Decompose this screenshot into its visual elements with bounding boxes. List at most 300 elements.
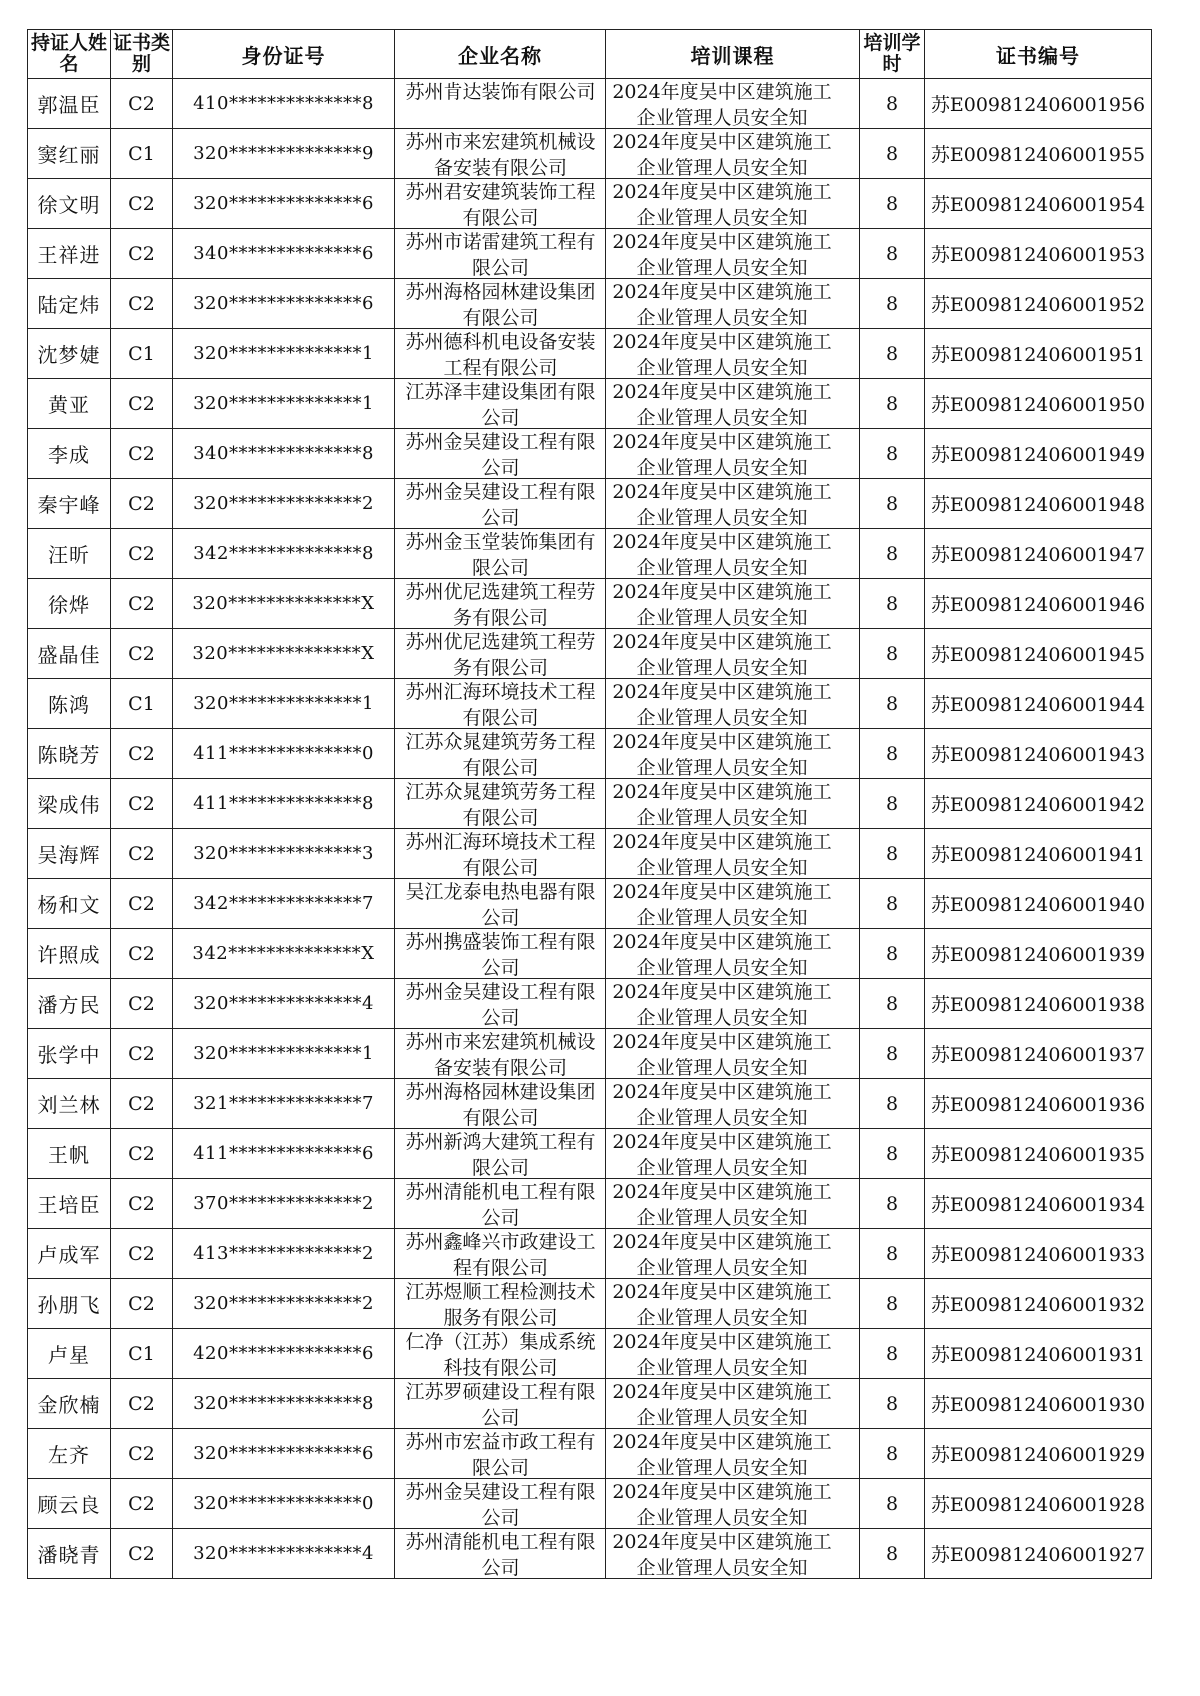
table-row [28,929,1152,979]
cert-category: C1 [111,129,173,179]
cert-number: 苏E009812406001940 [925,879,1152,929]
id-number: 320**************4 [173,1529,395,1579]
id-number: 320**************8 [173,1379,395,1429]
company-cell [395,1129,606,1179]
cert-number: 苏E009812406001936 [925,1079,1152,1129]
course-cell [606,1429,860,1479]
cert-number: 苏E009812406001930 [925,1379,1152,1429]
cert-category: C1 [111,329,173,379]
header-training-hours: 培训学时 [860,30,925,79]
cert-category: C2 [111,1079,173,1129]
training-course: 2024年度吴中区建筑施工企业管理人员安全知 [612,881,832,928]
course-cell [606,1279,860,1329]
cert-category: C2 [111,579,173,629]
cert-number: 苏E009812406001946 [925,579,1152,629]
holder-name: 徐烨 [28,579,111,629]
table-row [28,1429,1152,1479]
cert-number: 苏E009812406001947 [925,529,1152,579]
training-course: 2024年度吴中区建筑施工企业管理人员安全知 [612,1181,832,1228]
table-row [28,1529,1152,1579]
training-course: 2024年度吴中区建筑施工企业管理人员安全知 [612,281,832,328]
course-cell [606,979,860,1029]
training-hours: 8 [860,1229,925,1279]
company-name: 苏州汇海环境技术工程有限公司 [405,681,596,728]
training-course: 2024年度吴中区建筑施工企业管理人员安全知 [612,931,832,978]
training-hours: 8 [860,179,925,229]
training-hours: 8 [860,279,925,329]
company-cell [395,329,606,379]
id-number: 320**************9 [173,129,395,179]
training-course: 2024年度吴中区建筑施工企业管理人员安全知 [612,381,832,428]
training-hours: 8 [860,1279,925,1329]
course-cell [606,379,860,429]
company-name: 仁净（江苏）集成系统科技有限公司 [405,1331,596,1378]
cert-number: 苏E009812406001937 [925,1029,1152,1079]
course-cell [606,1129,860,1179]
table-row [28,479,1152,529]
training-course: 2024年度吴中区建筑施工企业管理人员安全知 [612,631,832,678]
course-cell [606,1079,860,1129]
training-course: 2024年度吴中区建筑施工企业管理人员安全知 [612,131,832,178]
course-cell [606,1379,860,1429]
course-cell [606,129,860,179]
holder-name: 陈晓芳 [28,729,111,779]
company-cell [395,129,606,179]
company-cell [395,479,606,529]
training-course: 2024年度吴中区建筑施工企业管理人员安全知 [612,81,832,128]
company-cell [395,929,606,979]
training-course: 2024年度吴中区建筑施工企业管理人员安全知 [612,1381,832,1428]
company-cell [395,229,606,279]
training-hours: 8 [860,429,925,479]
company-cell [395,679,606,729]
training-course: 2024年度吴中区建筑施工企业管理人员安全知 [612,1331,832,1378]
company-name: 苏州金吴建设工程有限公司 [405,981,596,1028]
holder-name: 陆定炜 [28,279,111,329]
cert-number: 苏E009812406001928 [925,1479,1152,1529]
company-cell [395,1329,606,1379]
training-hours: 8 [860,979,925,1029]
training-hours: 8 [860,1429,925,1479]
training-course: 2024年度吴中区建筑施工企业管理人员安全知 [612,981,832,1028]
cert-number: 苏E009812406001927 [925,1529,1152,1579]
holder-name: 黄亚 [28,379,111,429]
holder-name: 金欣楠 [28,1379,111,1429]
holder-name: 盛晶佳 [28,629,111,679]
id-number: 340**************8 [173,429,395,479]
training-hours: 8 [860,329,925,379]
training-hours: 8 [860,629,925,679]
id-number: 320**************1 [173,329,395,379]
training-hours: 8 [860,1329,925,1379]
training-course: 2024年度吴中区建筑施工企业管理人员安全知 [612,1531,832,1578]
cert-category: C2 [111,879,173,929]
training-course: 2024年度吴中区建筑施工企业管理人员安全知 [612,531,832,578]
training-course: 2024年度吴中区建筑施工企业管理人员安全知 [612,231,832,278]
training-hours: 8 [860,1029,925,1079]
header-cert-number: 证书编号 [925,30,1152,79]
cert-number: 苏E009812406001938 [925,979,1152,1029]
id-number: 320**************1 [173,679,395,729]
certificate-table [27,29,1152,1579]
holder-name: 李成 [28,429,111,479]
cert-number: 苏E009812406001952 [925,279,1152,329]
cert-category: C2 [111,829,173,879]
company-name: 苏州清能机电工程有限公司 [405,1181,596,1228]
table-row [28,129,1152,179]
id-number: 410**************8 [173,79,395,129]
company-cell [395,1279,606,1329]
table-row [28,1129,1152,1179]
holder-name: 许照成 [28,929,111,979]
course-cell [606,329,860,379]
table-row [28,879,1152,929]
holder-name: 杨和文 [28,879,111,929]
company-cell [395,279,606,329]
course-cell [606,879,860,929]
id-number: 320**************6 [173,1429,395,1479]
cert-number: 苏E009812406001944 [925,679,1152,729]
table-row [28,1279,1152,1329]
id-number: 340**************6 [173,229,395,279]
training-course: 2024年度吴中区建筑施工企业管理人员安全知 [612,1031,832,1078]
holder-name: 梁成伟 [28,779,111,829]
cert-category: C2 [111,229,173,279]
course-cell [606,529,860,579]
company-name: 苏州海格园林建设集团有限公司 [405,281,596,328]
training-hours: 8 [860,779,925,829]
company-name: 苏州金吴建设工程有限公司 [405,1481,596,1528]
company-name: 苏州清能机电工程有限公司 [405,1531,596,1578]
training-course: 2024年度吴中区建筑施工企业管理人员安全知 [612,1481,832,1528]
training-hours: 8 [860,79,925,129]
table-row [28,1079,1152,1129]
table-row [28,979,1152,1029]
training-course: 2024年度吴中区建筑施工企业管理人员安全知 [612,1231,832,1278]
course-cell [606,929,860,979]
training-course: 2024年度吴中区建筑施工企业管理人员安全知 [612,781,832,828]
cert-category: C2 [111,929,173,979]
training-hours: 8 [860,229,925,279]
company-cell [395,1079,606,1129]
cert-category: C2 [111,429,173,479]
cert-number: 苏E009812406001954 [925,179,1152,229]
training-hours: 8 [860,129,925,179]
holder-name: 王培臣 [28,1179,111,1229]
holder-name: 秦宇峰 [28,479,111,529]
cert-number: 苏E009812406001948 [925,479,1152,529]
table-row [28,829,1152,879]
company-name: 苏州优尼选建筑工程劳务有限公司 [405,581,596,628]
course-cell [606,779,860,829]
company-name: 苏州市宏益市政工程有限公司 [405,1431,596,1478]
table-body [28,79,1152,1579]
cert-category: C2 [111,1279,173,1329]
holder-name: 潘方民 [28,979,111,1029]
cert-category: C2 [111,1529,173,1579]
company-name: 苏州金吴建设工程有限公司 [405,431,596,478]
company-name: 苏州市来宏建筑机械设备安装有限公司 [405,1031,596,1078]
training-course: 2024年度吴中区建筑施工企业管理人员安全知 [612,1281,832,1328]
holder-name: 王祥进 [28,229,111,279]
training-hours: 8 [860,1479,925,1529]
company-name: 苏州君安建筑装饰工程有限公司 [405,181,596,228]
id-number: 342**************X [173,929,395,979]
company-cell [395,729,606,779]
course-cell [606,1529,860,1579]
training-course: 2024年度吴中区建筑施工企业管理人员安全知 [612,1081,832,1128]
training-hours: 8 [860,679,925,729]
course-cell [606,229,860,279]
cert-category: C2 [111,529,173,579]
training-hours: 8 [860,479,925,529]
company-cell [395,879,606,929]
id-number: 342**************8 [173,529,395,579]
course-cell [606,279,860,329]
cert-number: 苏E009812406001935 [925,1129,1152,1179]
company-cell [395,1229,606,1279]
company-cell [395,629,606,679]
cert-number: 苏E009812406001931 [925,1329,1152,1379]
company-name: 苏州金吴建设工程有限公司 [405,481,596,528]
table-row [28,1479,1152,1529]
cert-category: C2 [111,779,173,829]
id-number: 320**************2 [173,479,395,529]
id-number: 321**************7 [173,1079,395,1129]
company-cell [395,1529,606,1579]
id-number: 320**************4 [173,979,395,1029]
cert-category: C2 [111,729,173,779]
training-course: 2024年度吴中区建筑施工企业管理人员安全知 [612,181,832,228]
header-training-course: 培训课程 [606,30,860,79]
cert-category: C1 [111,679,173,729]
table-row [28,279,1152,329]
company-name: 苏州市来宏建筑机械设备安装有限公司 [405,131,596,178]
company-cell [395,779,606,829]
company-cell [395,579,606,629]
company-name: 苏州携盛装饰工程有限公司 [405,931,596,978]
id-number: 320**************6 [173,279,395,329]
training-hours: 8 [860,1529,925,1579]
id-number: 320**************X [173,579,395,629]
holder-name: 孙朋飞 [28,1279,111,1329]
cert-number: 苏E009812406001934 [925,1179,1152,1229]
holder-name: 顾云良 [28,1479,111,1529]
cert-number: 苏E009812406001951 [925,329,1152,379]
company-name: 苏州汇海环境技术工程有限公司 [405,831,596,878]
cert-number: 苏E009812406001933 [925,1229,1152,1279]
training-hours: 8 [860,879,925,929]
id-number: 320**************0 [173,1479,395,1529]
company-cell [395,829,606,879]
table-row [28,529,1152,579]
table-row [28,1229,1152,1279]
cert-number: 苏E009812406001939 [925,929,1152,979]
training-course: 2024年度吴中区建筑施工企业管理人员安全知 [612,1131,832,1178]
training-hours: 8 [860,1179,925,1229]
table-row [28,1179,1152,1229]
cert-category: C2 [111,79,173,129]
company-cell [395,1429,606,1479]
cert-category: C2 [111,979,173,1029]
training-hours: 8 [860,1129,925,1179]
id-number: 320**************2 [173,1279,395,1329]
course-cell [606,1479,860,1529]
holder-name: 王帆 [28,1129,111,1179]
company-cell [395,979,606,1029]
cert-category: C2 [111,1229,173,1279]
cert-category: C2 [111,1379,173,1429]
course-cell [606,79,860,129]
company-name: 苏州新鸿大建筑工程有限公司 [405,1131,596,1178]
table-row [28,1379,1152,1429]
holder-name: 窦红丽 [28,129,111,179]
cert-category: C1 [111,1329,173,1379]
company-cell [395,1179,606,1229]
id-number: 370**************2 [173,1179,395,1229]
holder-name: 吴海辉 [28,829,111,879]
table-row [28,729,1152,779]
training-hours: 8 [860,529,925,579]
id-number: 320**************1 [173,379,395,429]
table-row [28,629,1152,679]
company-cell [395,1029,606,1079]
id-number: 413**************2 [173,1229,395,1279]
table-row [28,579,1152,629]
company-cell [395,429,606,479]
company-name: 吴江龙泰电热电器有限公司 [405,881,596,928]
course-cell [606,1029,860,1079]
table-row [28,179,1152,229]
training-hours: 8 [860,579,925,629]
training-course: 2024年度吴中区建筑施工企业管理人员安全知 [612,731,832,778]
table-row [28,379,1152,429]
course-cell [606,679,860,729]
table-row [28,679,1152,729]
holder-name: 张学中 [28,1029,111,1079]
course-cell [606,1329,860,1379]
table-row [28,329,1152,379]
company-cell [395,1379,606,1429]
cert-category: C2 [111,1479,173,1529]
course-cell [606,1229,860,1279]
company-name: 江苏罗硕建设工程有限公司 [405,1381,596,1428]
course-cell [606,429,860,479]
training-hours: 8 [860,729,925,779]
training-course: 2024年度吴中区建筑施工企业管理人员安全知 [612,681,832,728]
course-cell [606,629,860,679]
company-name: 苏州海格园林建设集团有限公司 [405,1081,596,1128]
holder-name: 卢成军 [28,1229,111,1279]
header-holder-name: 持证人姓名 [28,30,111,79]
company-cell [395,379,606,429]
cert-category: C2 [111,629,173,679]
cert-category: C2 [111,279,173,329]
cert-number: 苏E009812406001953 [925,229,1152,279]
holder-name: 潘晓青 [28,1529,111,1579]
id-number: 320**************6 [173,179,395,229]
training-hours: 8 [860,1379,925,1429]
course-cell [606,579,860,629]
training-hours: 8 [860,829,925,879]
holder-name: 卢星 [28,1329,111,1379]
training-course: 2024年度吴中区建筑施工企业管理人员安全知 [612,1431,832,1478]
table-row [28,1329,1152,1379]
training-course: 2024年度吴中区建筑施工企业管理人员安全知 [612,481,832,528]
course-cell [606,179,860,229]
cert-number: 苏E009812406001956 [925,79,1152,129]
holder-name: 汪昕 [28,529,111,579]
course-cell [606,729,860,779]
company-name: 江苏众晁建筑劳务工程有限公司 [405,781,596,828]
id-number: 411**************0 [173,729,395,779]
cert-category: C2 [111,379,173,429]
table-row [28,79,1152,129]
id-number: 420**************6 [173,1329,395,1379]
id-number: 342**************7 [173,879,395,929]
company-name: 苏州肯达装饰有限公司 [405,81,596,103]
table-row [28,1029,1152,1079]
table-row [28,779,1152,829]
cert-category: C2 [111,1179,173,1229]
training-hours: 8 [860,929,925,979]
cert-number: 苏E009812406001945 [925,629,1152,679]
table-header-row [28,30,1152,79]
company-name: 苏州鑫峰兴市政建设工程有限公司 [405,1231,596,1278]
company-cell [395,79,606,129]
course-cell [606,1179,860,1229]
table-row [28,429,1152,479]
company-name: 苏州金玉堂装饰集团有限公司 [405,531,596,578]
id-number: 411**************6 [173,1129,395,1179]
company-cell [395,179,606,229]
cert-category: C2 [111,179,173,229]
training-hours: 8 [860,379,925,429]
company-name: 苏州德科机电设备安装工程有限公司 [405,331,596,378]
cert-number: 苏E009812406001942 [925,779,1152,829]
cert-category: C2 [111,1429,173,1479]
company-cell [395,529,606,579]
header-cert-category: 证书类别 [111,30,173,79]
company-name: 江苏煜顺工程检测技术服务有限公司 [405,1281,596,1328]
cert-number: 苏E009812406001932 [925,1279,1152,1329]
company-cell [395,1479,606,1529]
cert-category: C2 [111,1129,173,1179]
company-name: 江苏泽丰建设集团有限公司 [405,381,596,428]
cert-category: C2 [111,1029,173,1079]
id-number: 411**************8 [173,779,395,829]
course-cell [606,479,860,529]
cert-number: 苏E009812406001955 [925,129,1152,179]
holder-name: 左齐 [28,1429,111,1479]
cert-number: 苏E009812406001929 [925,1429,1152,1479]
training-course: 2024年度吴中区建筑施工企业管理人员安全知 [612,431,832,478]
cert-category: C2 [111,479,173,529]
id-number: 320**************X [173,629,395,679]
id-number: 320**************1 [173,1029,395,1079]
holder-name: 沈梦婕 [28,329,111,379]
table-row [28,229,1152,279]
training-course: 2024年度吴中区建筑施工企业管理人员安全知 [612,581,832,628]
cert-number: 苏E009812406001949 [925,429,1152,479]
holder-name: 郭温臣 [28,79,111,129]
training-course: 2024年度吴中区建筑施工企业管理人员安全知 [612,831,832,878]
header-id-number: 身份证号 [173,30,395,79]
training-course: 2024年度吴中区建筑施工企业管理人员安全知 [612,331,832,378]
cert-number: 苏E009812406001941 [925,829,1152,879]
company-name: 苏州优尼选建筑工程劳务有限公司 [405,631,596,678]
header-company-name: 企业名称 [395,30,606,79]
